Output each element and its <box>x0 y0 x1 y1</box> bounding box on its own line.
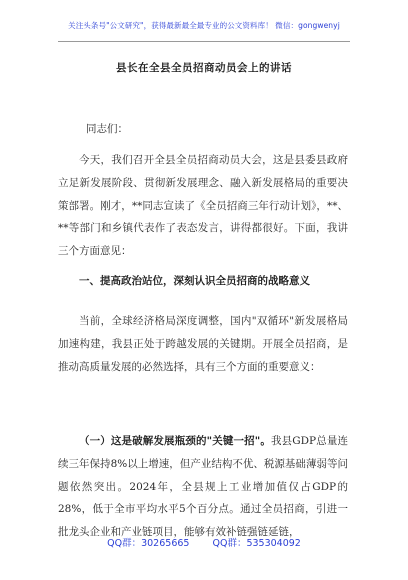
paragraph-context: 当前，全球经济格局深度调整，国内"双循环"新发展格局加速构建，我县正处于跨越发展的关键期。开展全员招商，是推动高质量发展的必然选择，具有三个方面的重要意义： <box>58 315 348 373</box>
footer-qq-1: QQ群：30265665 <box>107 538 190 549</box>
document-title: 县长在全县全员招商动员会上的讲话 <box>116 62 292 74</box>
paragraph-point-1 <box>58 430 348 544</box>
point-1-body: 我县GDP总量连续三年保持8%以上增速，但产业结构不优、税源基础薄弱等问题依然突出。2024年，全县规上工业增加值仅占GDP的28%，低于全市平均水平5个百分点。通过全员招商，引进一批龙头企业和产业链项目，能够有效补链强链延链， <box>58 435 348 539</box>
header-promo-note: 关注头条号"公文研究"，获得最新最全最专业的公文资料库！ 微信：gongwenyj <box>68 21 340 30</box>
footer-qq-groups <box>0 535 408 549</box>
point-1-lead: （一）这是破解发展瓶颈的"关键一招"。 <box>79 435 271 447</box>
header-divider <box>58 41 350 42</box>
section-heading-1: 一、提高政治站位，深刻认识全员招商的战略意义 <box>79 275 310 287</box>
paragraph-intro: 今天，我们召开全县全员招商动员大会，这是县委县政府立足新发展阶段、贯彻新发展理念、融入新发展格局的重要决策部署。刚才，**同志宣读了《全员招商三年行动计划》，**、**等部门和乡镇代表作了表态发言，讲得都很好。下面，我讲三个方面意见： <box>58 154 348 258</box>
greeting: 同志们： <box>86 123 128 135</box>
footer-qq-2: QQ群：535304092 <box>212 538 301 549</box>
